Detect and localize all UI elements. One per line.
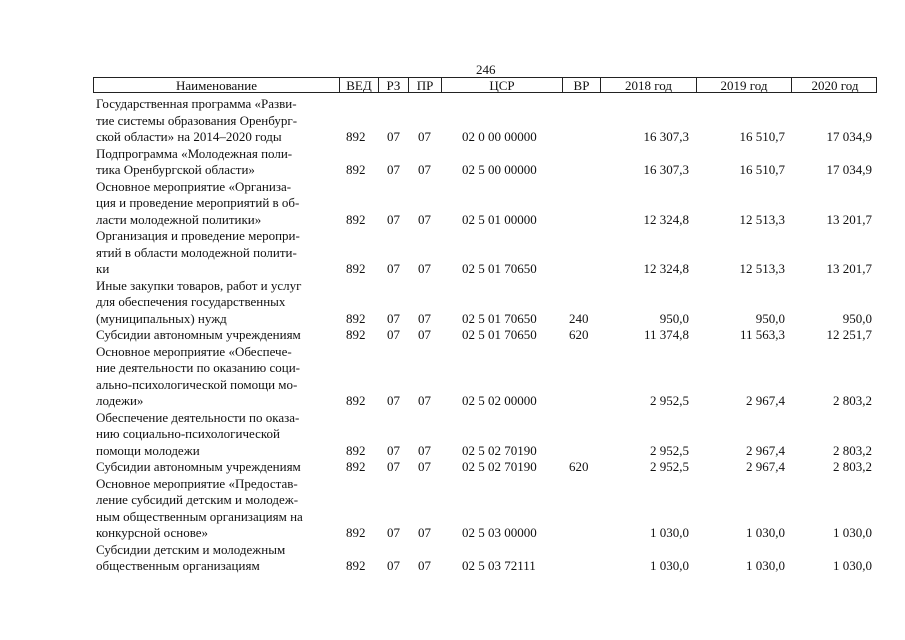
cell-vr: 620	[569, 459, 589, 474]
cell-ved: 892	[346, 442, 366, 458]
cell-ved: 892	[346, 162, 366, 177]
row-name-line: Субсидии автономным учреждениям	[96, 327, 301, 342]
cell-2020: 13 201,7	[826, 261, 872, 276]
row-name-line: Субсидии детским и молодежным	[96, 541, 286, 557]
row-name-line: Субсидии автономным учреждениям	[96, 459, 301, 474]
cell-pr: 07	[418, 393, 431, 408]
cell-2020: 2 803,2	[833, 459, 872, 474]
row-name-line: ласти молодежной политики»	[96, 211, 262, 227]
cell-2018: 11 374,8	[643, 327, 689, 342]
row-name	[96, 96, 336, 146]
cell-2019: 950,0	[755, 310, 785, 326]
row-name-line: ской области» на 2014–2020 годы	[96, 129, 282, 144]
cell-rz: 07	[387, 459, 400, 474]
table-row	[0, 228, 905, 278]
header-2020: 2020 год	[791, 78, 878, 92]
cell-pr: 07	[418, 162, 431, 177]
row-name-line: (муниципальных) нужд	[96, 310, 227, 326]
cell-pr: 07	[418, 459, 431, 474]
cell-rz: 07	[387, 393, 400, 408]
row-name-line: ально-психологической помощи мо-	[96, 376, 298, 392]
cell-ved: 892	[346, 310, 366, 326]
cell-pr: 07	[418, 129, 431, 144]
table-row	[0, 542, 905, 575]
cell-ved: 892	[346, 525, 366, 540]
header-2019: 2019 год	[696, 78, 791, 92]
cell-vr: 620	[569, 327, 589, 342]
cell-pr: 07	[418, 327, 431, 342]
cell-pr: 07	[418, 211, 431, 227]
row-name-line: Организация и проведение меропри-	[96, 228, 300, 243]
cell-2019: 2 967,4	[746, 393, 785, 408]
cell-2020: 2 803,2	[833, 393, 872, 408]
header-rz: РЗ	[378, 78, 408, 92]
cell-2019: 16 510,7	[739, 162, 785, 177]
header-pr: ПР	[408, 78, 441, 92]
cell-csr: 02 5 01 70650	[462, 310, 537, 326]
row-name-line: ятий в области молодежной полити-	[96, 244, 297, 260]
row-name	[96, 476, 336, 542]
row-name-line: общественным организациям	[96, 558, 260, 573]
cell-vr: 240	[569, 310, 589, 326]
cell-rz: 07	[387, 129, 400, 144]
cell-ved: 892	[346, 211, 366, 227]
table-row	[0, 344, 905, 410]
row-name-line: тика Оренбургской области»	[96, 162, 255, 177]
cell-2019: 12 513,3	[739, 211, 785, 227]
row-name-line: ки	[96, 261, 110, 276]
cell-pr: 07	[418, 310, 431, 326]
cell-2020: 17 034,9	[826, 162, 872, 177]
row-name-line: лодежи»	[96, 393, 144, 408]
cell-rz: 07	[387, 525, 400, 540]
row-name	[96, 146, 336, 179]
cell-pr: 07	[418, 261, 431, 276]
cell-2018: 2 952,5	[650, 459, 689, 474]
row-name-line: Обеспечение деятельности по оказа-	[96, 409, 300, 425]
cell-csr: 02 0 00 00000	[462, 129, 537, 144]
row-name-line: Основное мероприятие «Обеспече-	[96, 343, 292, 359]
cell-2020: 13 201,7	[826, 211, 872, 227]
row-name-line: ление субсидий детским и молодеж-	[96, 492, 299, 507]
header-2018: 2018 год	[600, 78, 696, 92]
header-name: Наименование	[176, 78, 257, 93]
row-name	[96, 410, 336, 460]
row-name-line: Подпрограмма «Молодежная поли-	[96, 145, 293, 161]
cell-2020: 1 030,0	[833, 525, 872, 540]
cell-2019: 16 510,7	[739, 129, 785, 144]
table-row	[0, 278, 905, 328]
row-name	[96, 228, 336, 278]
cell-2018: 16 307,3	[643, 129, 689, 144]
row-name	[96, 459, 336, 476]
table-row	[0, 459, 905, 476]
cell-rz: 07	[387, 327, 400, 342]
row-name	[96, 278, 336, 328]
row-name-line: нию социально-психологической	[96, 426, 280, 441]
row-name	[96, 542, 336, 575]
cell-pr: 07	[418, 442, 431, 458]
cell-2020: 1 030,0	[833, 558, 872, 573]
row-name-line: Основное мероприятие «Предостав-	[96, 475, 298, 491]
cell-csr: 02 5 00 00000	[462, 162, 537, 177]
cell-2018: 1 030,0	[650, 558, 689, 573]
cell-csr: 02 5 03 72111	[462, 558, 536, 573]
table-row	[0, 146, 905, 179]
cell-csr: 02 5 01 00000	[462, 211, 537, 227]
cell-2019: 2 967,4	[746, 459, 785, 474]
cell-2020: 2 803,2	[833, 442, 872, 458]
cell-2018: 2 952,5	[650, 442, 689, 458]
cell-csr: 02 5 03 00000	[462, 525, 537, 540]
cell-2020: 12 251,7	[826, 327, 872, 342]
table-row	[0, 410, 905, 460]
cell-csr: 02 5 02 70190	[462, 459, 537, 474]
cell-pr: 07	[418, 558, 431, 573]
cell-ved: 892	[346, 327, 366, 342]
row-name-line: Государственная программа «Разви-	[96, 96, 297, 111]
cell-2019: 1 030,0	[746, 558, 785, 573]
cell-ved: 892	[346, 129, 366, 144]
row-name-line: ция и проведение мероприятий в об-	[96, 195, 300, 210]
header-vr: ВР	[562, 78, 600, 92]
cell-2018: 2 952,5	[650, 393, 689, 408]
cell-pr: 07	[418, 525, 431, 540]
row-name-line: тие системы образования Оренбург-	[96, 112, 298, 128]
cell-rz: 07	[387, 211, 400, 227]
cell-rz: 07	[387, 261, 400, 276]
page-number: 246	[476, 62, 496, 77]
cell-csr: 02 5 01 70650	[462, 327, 537, 342]
cell-2018: 950,0	[659, 310, 689, 326]
row-name	[96, 179, 336, 229]
row-name	[96, 327, 336, 344]
row-name	[96, 344, 336, 410]
header-csr: ЦСР	[441, 78, 562, 92]
cell-rz: 07	[387, 310, 400, 326]
cell-ved: 892	[346, 393, 366, 408]
cell-2018: 12 324,8	[643, 261, 689, 276]
cell-2018: 12 324,8	[643, 211, 689, 227]
cell-2019: 12 513,3	[739, 261, 785, 276]
cell-rz: 07	[387, 558, 400, 573]
cell-csr: 02 5 02 00000	[462, 393, 537, 408]
table-row	[0, 476, 905, 542]
cell-ved: 892	[346, 558, 366, 573]
cell-rz: 07	[387, 162, 400, 177]
cell-2020: 17 034,9	[826, 129, 872, 144]
table-row	[0, 179, 905, 229]
row-name-line: Иные закупки товаров, работ и услуг	[96, 277, 302, 293]
row-name-line: помощи молодежи	[96, 442, 200, 458]
cell-rz: 07	[387, 442, 400, 458]
cell-2019: 1 030,0	[746, 525, 785, 540]
cell-ved: 892	[346, 459, 366, 474]
row-name-line: конкурсной основе»	[96, 525, 209, 540]
row-name-line: Основное мероприятие «Организа-	[96, 178, 292, 194]
row-name-line: ние деятельности по оказанию соци-	[96, 360, 300, 375]
cell-2020: 950,0	[842, 310, 872, 326]
cell-csr: 02 5 02 70190	[462, 442, 537, 458]
cell-ved: 892	[346, 261, 366, 276]
row-name-line: ным общественным организациям на	[96, 508, 303, 524]
table-row	[0, 327, 905, 344]
header-ved: ВЕД	[339, 78, 378, 92]
cell-2019: 2 967,4	[746, 442, 785, 458]
cell-2019: 11 563,3	[739, 327, 785, 342]
cell-2018: 1 030,0	[650, 525, 689, 540]
cell-2018: 16 307,3	[643, 162, 689, 177]
table-header	[93, 77, 877, 93]
cell-csr: 02 5 01 70650	[462, 261, 537, 276]
table-row	[0, 96, 905, 146]
row-name-line: для обеспечения государственных	[96, 294, 286, 309]
